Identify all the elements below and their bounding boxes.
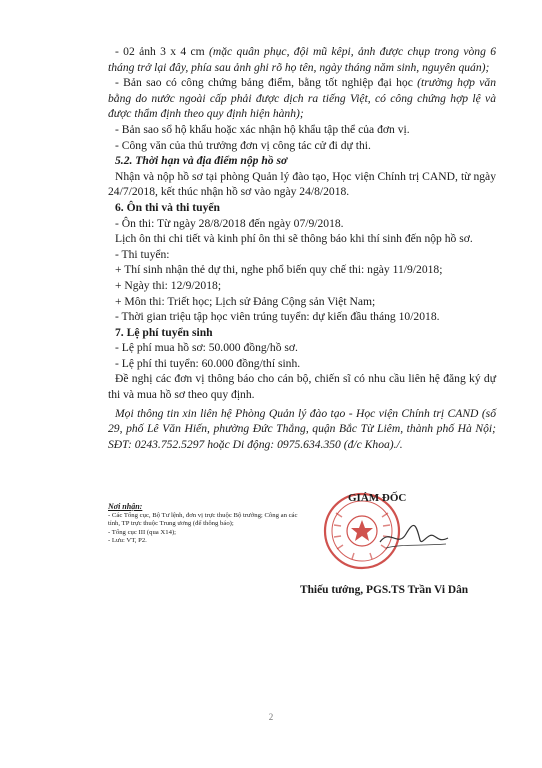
exam-fee: - Lệ phí thi tuyển: 60.000 đồng/thí sinh. bbox=[115, 356, 301, 370]
handwritten-signature-icon bbox=[376, 514, 456, 554]
review-schedule: Lịch ôn thi chi tiết và kinh phí ôn thi sẽ thông báo khi thí sinh đến nộp hồ sơ. bbox=[115, 232, 473, 246]
section-6-heading: 6. Ôn thi và thi tuyển bbox=[115, 200, 221, 214]
section-5-2-text: Nhận và nộp hồ sơ tại phòng Quản lý đào tạo, Học viện Chính trị CAND, từ ngày 24/7/2018, kết thúc nhận hồ sơ vào ngày 24/8/2018. bbox=[108, 169, 496, 199]
household-requirement: - Bản sao sổ hộ khẩu hoặc xác nhận hộ khẩu tập thể của đơn vị. bbox=[115, 122, 410, 136]
document-body bbox=[108, 44, 496, 464]
signer-title: GIÁM ĐỐC bbox=[348, 492, 407, 504]
recipients-title: Nơi nhận: bbox=[108, 502, 143, 511]
section-7-heading: 7. Lệ phí tuyển sinh bbox=[115, 325, 213, 339]
page-number: 2 bbox=[268, 712, 274, 722]
transcript-requirement: - Bản sao có công chứng bảng điểm, bằng tốt nghiệp đại học (trường hợp văn bằng do nước ngoài cấp phải được dịch ra tiếng Việt, có công chứng hợp lệ và được thẩm định theo quy định hiện hành); bbox=[108, 76, 496, 121]
exam-day: + Ngày thi: 12/9/2018; bbox=[115, 278, 222, 292]
section-5-2-heading: 5.2. Thời hạn và địa điểm nộp hồ sơ bbox=[115, 154, 288, 168]
dispatch-requirement: - Công văn của thủ trưởng đơn vị công tác cử đi dự thi. bbox=[115, 138, 371, 152]
recipient-item: - Tổng cục III (qua X14); bbox=[108, 528, 177, 536]
summon-time: - Thời gian triệu tập học viên trúng tuyển: dự kiến đầu tháng 10/2018. bbox=[115, 310, 440, 324]
exam-label: - Thi tuyển: bbox=[115, 247, 170, 261]
recipient-item: - Các Tổng cục, Bộ Tư lệnh, đơn vị trực thuộc Bộ trưởng; Công an các tỉnh, TP trực thuộc Trung ương (để thông báo); bbox=[108, 512, 298, 528]
purchase-fee: - Lệ phí mua hồ sơ: 50.000 đồng/hồ sơ. bbox=[115, 341, 298, 355]
photo-requirement: - 02 ảnh 3 x 4 cm (mặc quân phục, đội mũ kêpi, ảnh được chụp trong vòng 6 tháng trở lại đây, phía sau ảnh ghi rõ họ tên, ngày tháng năm sinh, nguyên quán); bbox=[108, 45, 496, 74]
signer-name: Thiếu tướng, PGS.TS Trần Vi Dân bbox=[300, 584, 469, 596]
exam-card: + Thí sinh nhận thẻ dự thi, nghe phổ biến quy chế thi: ngày 11/9/2018; bbox=[115, 263, 443, 277]
contact-info: Mọi thông tin xin liên hệ Phòng Quản lý đào tạo - Học viện Chính trị CAND (số 29, phố Lê Văn Hiến, phường Đức Thắng, quận Bắc Từ Liêm, thành phố Hà Nội; SĐT: 0243.752.5297 hoặc Di động: 0975.634.350 (đ/c Khoa)./. bbox=[108, 406, 496, 451]
request-text: Đề nghị các đơn vị thông báo cho cán bộ, chiến sĩ có nhu cầu liên hệ đăng ký dự thi và mua hồ sơ theo quy định. bbox=[108, 372, 496, 402]
recipient-item: - Lưu: VT, P2. bbox=[108, 536, 147, 544]
review-period: - Ôn thi: Từ ngày 28/8/2018 đến ngày 07/9/2018. bbox=[115, 216, 344, 230]
signature-block bbox=[296, 484, 496, 606]
exam-subjects: + Môn thi: Triết học; Lịch sử Đảng Cộng sản Việt Nam; bbox=[115, 294, 376, 308]
recipients-block bbox=[108, 503, 298, 545]
